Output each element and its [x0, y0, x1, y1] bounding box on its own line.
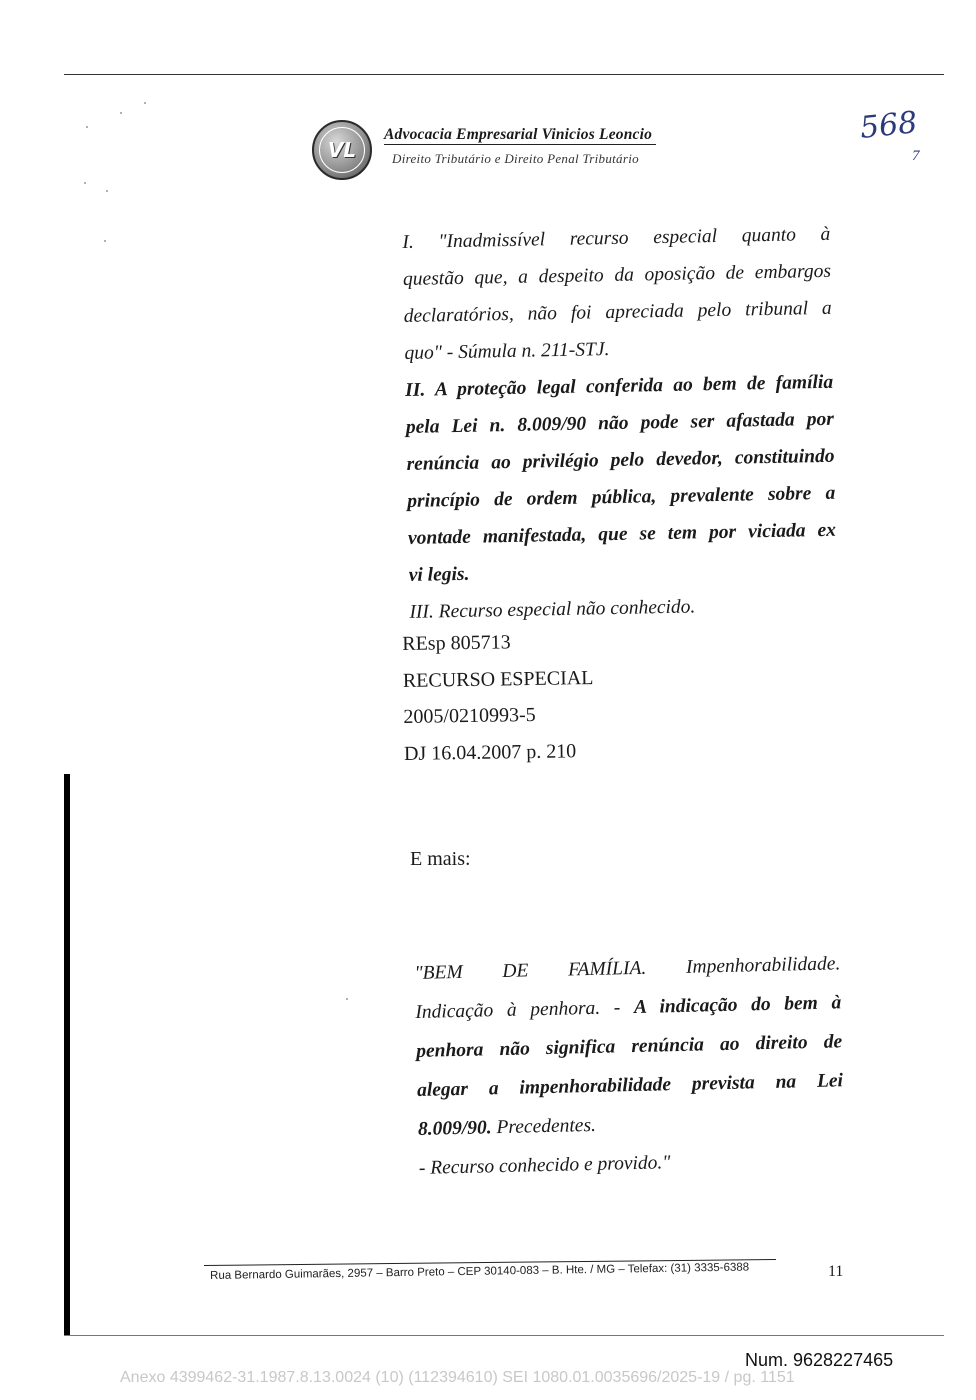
roman-numeral: I.	[402, 231, 414, 253]
page-number: 11	[828, 1263, 844, 1280]
handwritten-page-number: 568	[858, 105, 919, 146]
quote1-bold-line: vontade manifestada, que se tem por viciada ex	[407, 519, 837, 549]
scan-speck	[144, 102, 146, 104]
scan-speck	[106, 190, 108, 192]
scan-speck	[346, 998, 348, 1000]
quote2-bold-line: penhora não significa renúncia ao direito de	[415, 1031, 843, 1062]
quote1-line: declaratórios, não foi apreciada pelo tribunal a	[403, 297, 832, 327]
quote2-word: Impenhorabilidade.	[685, 953, 841, 978]
firm-subtitle: Direito Tributário e Direito Penal Tributário	[392, 151, 639, 166]
document-number: Num. 9628227465	[745, 1350, 894, 1370]
bottom-border	[64, 1335, 944, 1336]
quote2-text: Precedentes.	[491, 1114, 597, 1139]
quote1-bold-line: II. A proteção legal conferida ao bem de família	[404, 371, 834, 401]
quote-excerpt-1	[402, 216, 838, 631]
top-border	[64, 74, 944, 75]
case-citation	[402, 623, 595, 772]
scanned-page	[64, 74, 944, 1336]
scan-speck	[104, 240, 106, 242]
citation-type: RECURSO ESPECIAL	[402, 666, 594, 692]
quote1-bold-line: renúncia ao privilégio pelo devedor, constituindo	[406, 445, 835, 475]
scan-speck	[120, 112, 122, 114]
left-scan-shadow	[64, 774, 70, 1336]
annex-watermark: Anexo 4399462-31.1987.8.13.0024 (10) (112394610) SEI 1080.01.0035696/2025-19 / pg. 1151	[120, 1369, 795, 1386]
footer-address: Rua Bernardo Guimarães, 2957 – Barro Preto – CEP 30140-083 – B. Hte. / MG – Telefax: (31) 3335-6388	[210, 1261, 750, 1282]
quote2-bold-line: alegar a impenhorabilidade prevista na Lei	[416, 1070, 844, 1101]
quote1-bold-line: vi legis.	[408, 563, 470, 586]
transition-text: E mais:	[410, 848, 471, 870]
citation-process: 2005/0210993-5	[403, 703, 536, 728]
quote2-text: Indicação à penhora. -	[415, 997, 635, 1023]
citation-dj: DJ 16.04.2007 p. 210	[403, 739, 577, 765]
quote-excerpt-2	[414, 944, 845, 1188]
handwritten-mark: 7	[912, 148, 920, 164]
scan-speck	[84, 182, 86, 184]
quote2-bold-text: A indicação do bem à	[633, 992, 842, 1019]
quote1-line: III. Recurso especial não conhecido.	[409, 596, 696, 623]
quote2-line: - Recurso conhecido e provido."	[418, 1152, 671, 1179]
quote1-bold-line: princípio de ordem pública, prevalente sobre a	[407, 482, 836, 512]
quote1-text: "Inadmissível recurso especial quanto à	[438, 223, 831, 253]
firm-logo	[312, 120, 372, 180]
quote1-line: quo" - Súmula n. 211-STJ.	[404, 339, 610, 364]
quote1-line: questão que, a despeito da oposição de embargos	[402, 260, 832, 290]
firm-name: Advocacia Empresarial Vinicios Leoncio	[384, 126, 656, 145]
scan-speck	[86, 126, 88, 128]
quote2-bold-text: 8.009/90.	[417, 1117, 492, 1140]
quote2-word: DE	[502, 960, 529, 982]
quote2-word: FAMÍLIA.	[567, 957, 647, 981]
quote2-word: "BEM	[414, 961, 463, 984]
citation-resp: REsp 805713	[402, 631, 511, 655]
quote1-bold-line: pela Lei n. 8.009/90 não pode ser afastada por	[405, 408, 835, 438]
firm-logo-monogram: VL	[319, 127, 365, 173]
